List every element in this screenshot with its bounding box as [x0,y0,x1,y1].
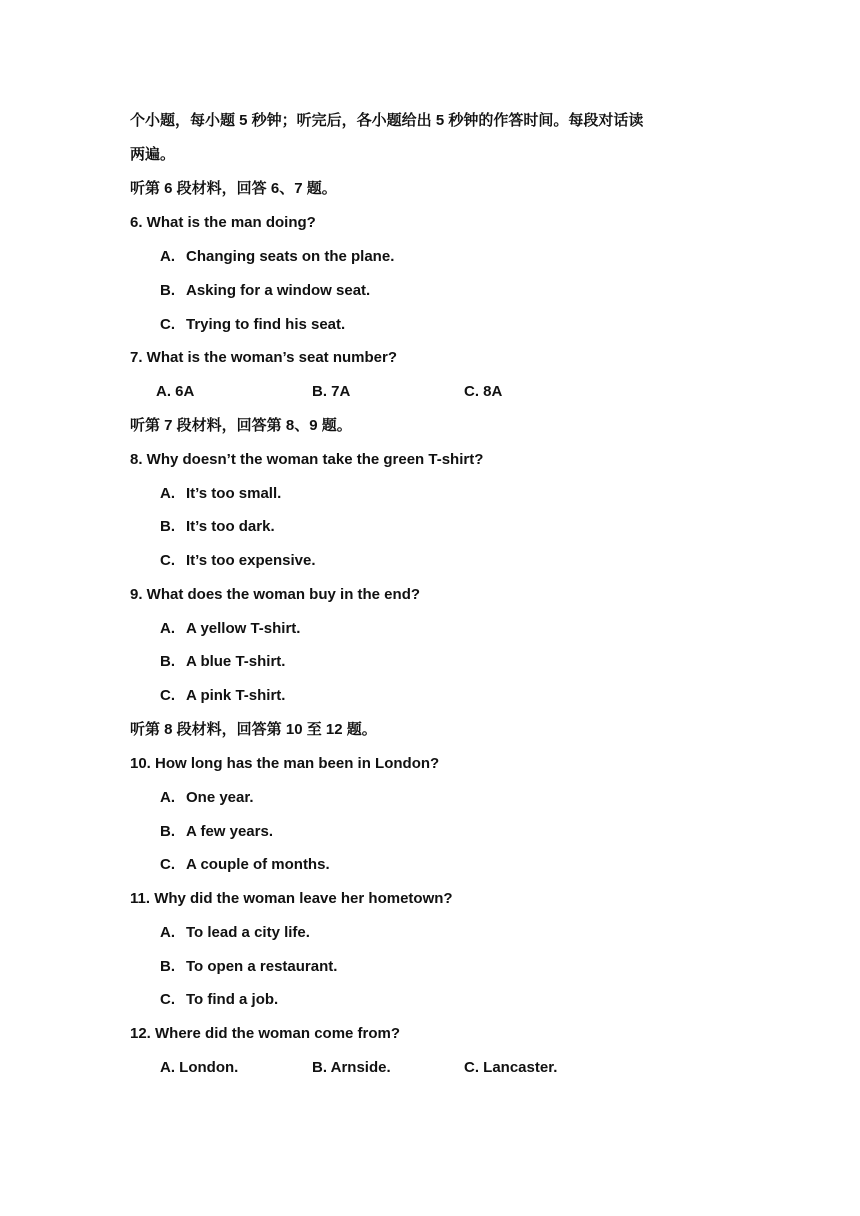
instructions-line-2: 两遍。 [130,146,176,163]
option-letter: C. [160,552,175,569]
option-letter: B. [160,958,175,975]
question-6-option-b [160,281,370,301]
question-12-option-b: B. Arnside. [312,1059,391,1076]
option-letter: A. [160,789,175,806]
option-text: One year. [186,789,254,806]
question-6-option-c [160,315,345,335]
option-text: It’s too small. [186,485,282,502]
question-10: 10. How long has the man been in London? [130,755,440,772]
option-letter: C. [160,856,175,873]
question-11-option-b [160,957,337,977]
question-11-option-c [160,990,278,1010]
section-6-heading: 听第 6 段材料，回答 6、7 题。 [130,180,337,197]
question-12: 12. Where did the woman come from? [130,1025,401,1042]
question-7-option-c: C. 8A [464,383,503,400]
option-text: A couple of months. [186,856,330,873]
question-9-option-a [160,619,300,639]
option-text: A blue T-shirt. [186,653,286,670]
option-letter: B. [160,282,175,299]
question-8: 8. Why doesn’t the woman take the green T-shirt? [130,451,484,468]
question-7-option-a: A. 6A [156,383,195,400]
option-letter: A. [160,620,175,637]
section-8-heading: 听第 8 段材料，回答第 10 至 12 题。 [130,721,377,738]
option-letter: B. [160,653,175,670]
question-10-option-c [160,855,330,875]
option-text: Asking for a window seat. [186,282,371,299]
question-7-option-b: B. 7A [312,383,351,400]
option-letter: B. [160,518,175,535]
question-9-option-b [160,652,285,672]
question-6: 6. What is the man doing? [130,214,316,231]
question-11-option-a [160,923,310,943]
option-letter: A. [160,485,175,502]
question-9: 9. What does the woman buy in the end? [130,586,421,603]
option-letter: B. [160,823,175,840]
option-letter: C. [160,687,175,704]
option-text: A pink T-shirt. [186,687,286,704]
question-8-option-b [160,517,275,537]
question-9-option-c [160,686,285,706]
option-text: To open a restaurant. [186,958,338,975]
section-7-heading: 听第 7 段材料，回答第 8、9 题。 [130,417,352,434]
question-12-option-c: C. Lancaster. [464,1059,558,1076]
question-12-option-a: A. London. [160,1059,239,1076]
option-letter: C. [160,316,175,333]
option-text: Changing seats on the plane. [186,248,395,265]
question-8-option-a [160,484,281,504]
option-letter: C. [160,991,175,1008]
question-10-option-a [160,788,254,808]
option-text: A yellow T-shirt. [186,620,301,637]
question-7: 7. What is the woman’s seat number? [130,349,397,366]
question-11: 11. Why did the woman leave her hometown? [130,890,453,907]
instructions-line-1: 个小题，每小题 5 秒钟；听完后，各小题给出 5 秒钟的作答时间。每段对话读 [130,112,644,129]
option-letter: A. [160,248,175,265]
option-text: It’s too expensive. [186,552,316,569]
question-6-option-a [160,247,394,267]
option-text: To lead a city life. [186,924,310,941]
question-8-option-c [160,551,316,571]
option-text: Trying to find his seat. [186,316,346,333]
option-letter: A. [160,924,175,941]
question-10-option-b [160,822,273,842]
option-text: A few years. [186,823,273,840]
option-text: To find a job. [186,991,279,1008]
option-text: It’s too dark. [186,518,275,535]
